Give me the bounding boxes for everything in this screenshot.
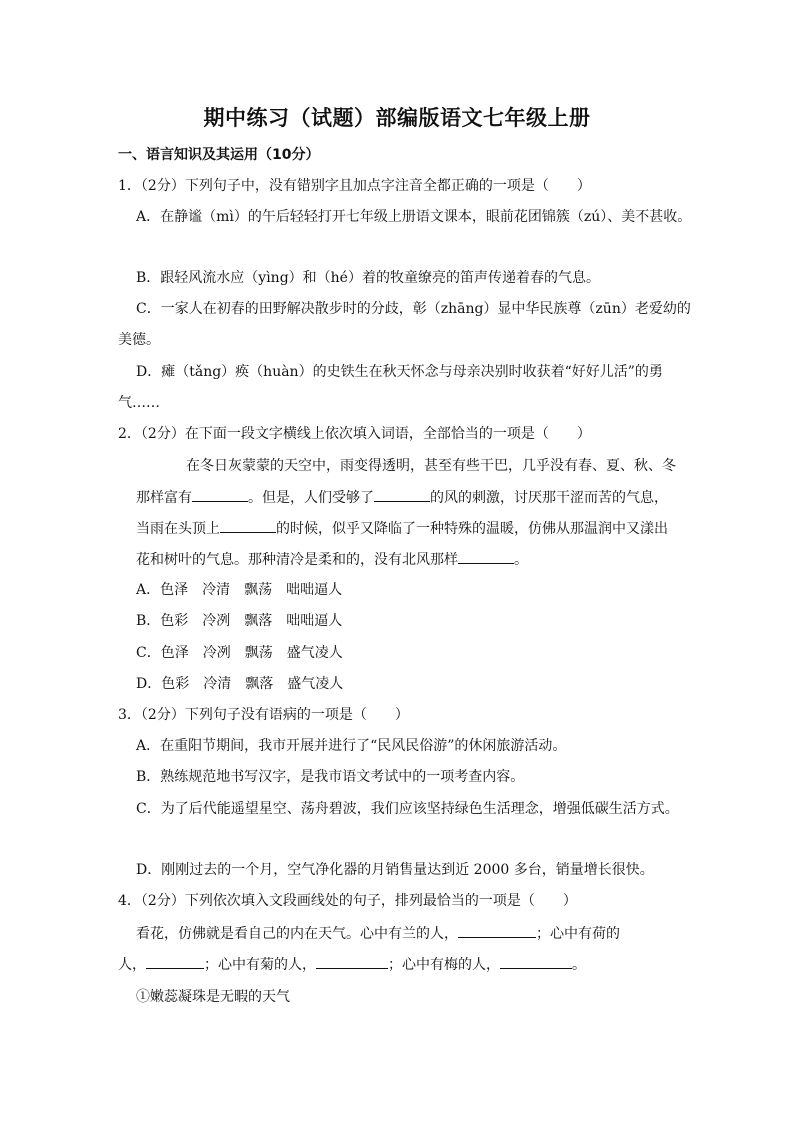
q1-option-d-cont: 气…… — [118, 395, 160, 411]
fill-blank — [458, 923, 536, 938]
option-word: 咄咄逼人 — [286, 613, 343, 629]
q3-option-c: C．为了后代能遥望星空、荡舟碧波，我们应该坚持绿色生活理念，增强低碳生活方式。 — [136, 801, 679, 817]
q1-option-a: A．在静谧（mì）的午后轻轻打开七年级上册语文课本，眼前花团锦簇（zú）、美不甚收。 — [136, 209, 692, 225]
fill-blank — [146, 954, 204, 969]
passage-text: 看花，仿佛就是看自己的内在天气。心中有兰的人， — [136, 926, 458, 942]
passage-text: 。但是，人们受够了 — [248, 490, 374, 506]
option-word: 飘荡 — [244, 582, 273, 598]
fill-blank — [192, 487, 248, 502]
passage-text: 人， — [118, 957, 146, 973]
passage-text: 花和树叶的气息。那种清冷是柔和的，没有北风那样 — [136, 552, 458, 568]
question-4-stem: 4．（2分）下列依次填入文段画线处的句子，排列最恰当的一项是（ ） — [118, 893, 577, 909]
option-letter-word: C．色泽 — [136, 645, 189, 661]
option-word: 冷清 — [202, 582, 231, 598]
passage-text: 。 — [514, 552, 528, 568]
q1-option-b: B．跟轻风流水应（yìng）和（hé）着的牧童缭亮的笛声传递着春的气息。 — [136, 270, 600, 286]
passage-text: 那样富有 — [136, 490, 192, 506]
q3-option-d: D．刚刚过去的一个月，空气净化器的月销售量达到近 2000 多台，销量增长很快。 — [136, 862, 654, 878]
passage-text: 当雨在头顶上 — [136, 521, 220, 537]
q2-option-a — [136, 580, 342, 600]
page-title: 期中练习（试题）部编版语文七年级上册 — [203, 106, 591, 130]
question-2-stem: 2．（2分）在下面一段文字横线上依次填入词语，全部恰当的一项是（ ） — [118, 426, 591, 442]
q3-option-a: A．在重阳节期间，我市开展并进行了“民风民俗游”的休闲旅游活动。 — [136, 738, 567, 754]
passage-text: 的时候，似乎又降临了一种特殊的温暖，仿佛从那温润中又漾出 — [276, 521, 668, 537]
q2-passage-line-4 — [136, 549, 528, 570]
option-word: 飘荡 — [244, 645, 273, 661]
option-letter-word: A．色泽 — [136, 582, 189, 598]
option-word: 盛气凌人 — [287, 676, 344, 692]
option-word: 冷清 — [203, 676, 232, 692]
option-letter-word: B．色彩 — [136, 613, 189, 629]
q2-passage-line-2 — [136, 487, 668, 508]
fill-blank — [458, 549, 514, 564]
option-word: 冷冽 — [202, 613, 231, 629]
option-word: 盛气凌人 — [286, 645, 343, 661]
q4-passage-line-1 — [136, 923, 620, 944]
q2-option-c — [136, 643, 343, 663]
q2-option-b — [136, 611, 342, 631]
question-3-stem: 3．（2分）下列句子没有语病的一项是（ ） — [118, 707, 409, 723]
question-1-stem: 1．（2分）下列句子中，没有错别字且加点字注音全都正确的一项是（ ） — [118, 178, 591, 194]
passage-text: ；心中有菊的人， — [204, 957, 316, 973]
fill-blank — [500, 954, 572, 969]
option-word: 飘落 — [244, 613, 273, 629]
passage-text: ；心中有梅的人， — [388, 957, 500, 973]
q4-passage-line-2 — [118, 954, 586, 975]
q2-passage-line-3 — [136, 518, 668, 539]
section-heading: 一、语言知识及其运用（10分） — [118, 147, 320, 163]
fill-blank — [316, 954, 388, 969]
fill-blank — [220, 518, 276, 533]
q1-option-d: D．瘫（tǎng）痪（huàn）的史铁生在秋天怀念与母亲决别时收获着“好好儿活”的勇 — [136, 364, 663, 380]
fill-blank — [374, 487, 430, 502]
option-word: 冷冽 — [202, 645, 231, 661]
passage-text: ；心中有荷的 — [536, 926, 620, 942]
q1-option-c-cont: 美德。 — [118, 332, 160, 348]
q3-option-b: B．熟练规范地书写汉字，是我市语文考试中的一项考查内容。 — [136, 769, 525, 785]
passage-text: 的风的刺激，讨厌那干涩而苦的气息， — [430, 490, 668, 506]
q2-option-d — [136, 674, 343, 694]
option-letter-word: D．色彩 — [136, 676, 190, 692]
passage-text: 。 — [572, 957, 586, 973]
q1-option-c: C．一家人在初春的田野解决散步时的分歧，彰（zhāng）显中华民族尊（zūn）老爱幼的 — [136, 301, 691, 317]
q4-item-1: ①嫩蕊凝珠是无暇的天气 — [136, 989, 290, 1005]
option-word: 咄咄逼人 — [286, 582, 343, 598]
option-word: 飘落 — [245, 676, 274, 692]
q2-passage-line-1: 在冬日灰蒙蒙的天空中，雨变得透明，甚至有些干巴，几乎没有春、夏、秋、冬 — [186, 458, 676, 474]
